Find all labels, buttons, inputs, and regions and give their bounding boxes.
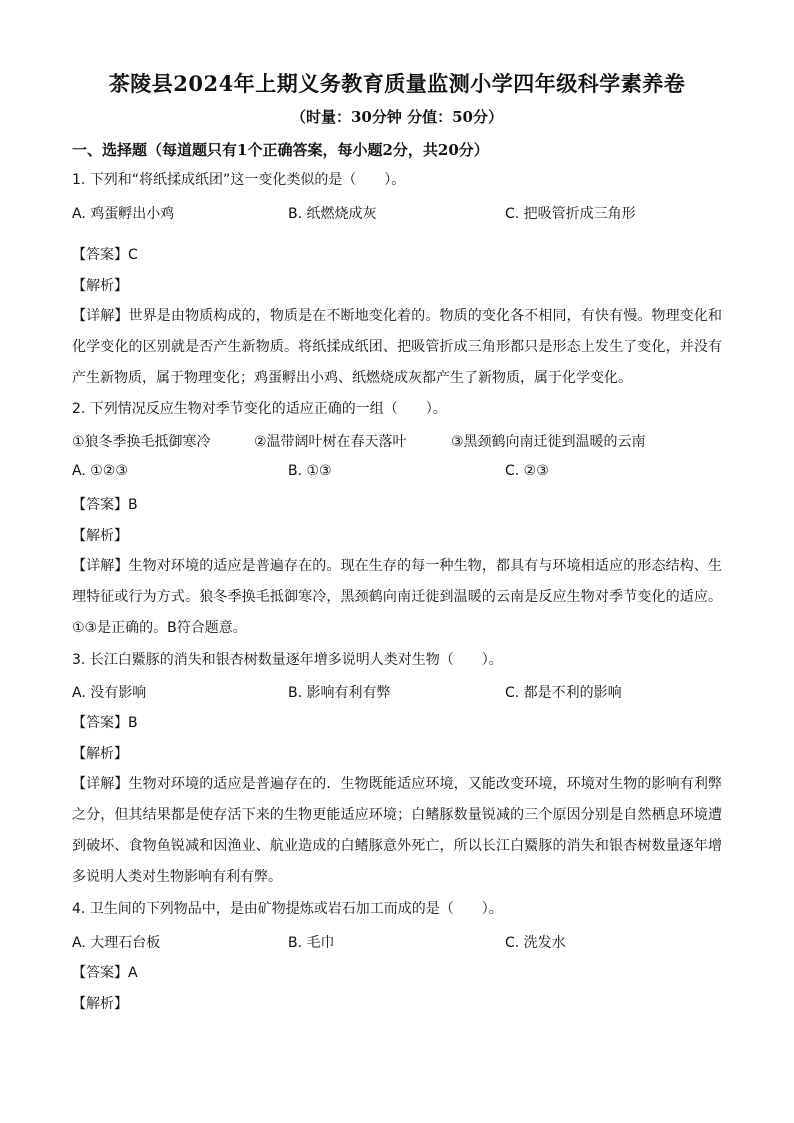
question-stem: 1. 下列和“将纸揉成纸团”这一变化类似的是（ ）。 — [72, 172, 406, 188]
page-title: 茶陵县2024年上期义务教育质量监测小学四年级科学素养卷 — [108, 71, 686, 96]
answer-label: 【答案】C — [72, 247, 138, 263]
question-stem: 2. 下列情况反应生物对季节变化的适应正确的一组（ ）。 — [72, 401, 447, 417]
option-a: A. ①②③ — [72, 463, 128, 479]
analysis-label: 【解析】 — [72, 996, 128, 1012]
exam-info: （时量：30分钟 分值：50分） — [291, 108, 503, 126]
option-c: C. 都是不利的影响 — [505, 685, 622, 701]
answer-label: 【答案】B — [72, 497, 138, 513]
option-c: C. ②③ — [505, 463, 549, 479]
detail-explanation: 【详解】世界是由物质构成的，物质是在不断地变化着的。物质的变化各不相同，有快有慢。物理变化和化学变化的区别就是否产生新物质。将纸揉成纸团、把吸管折成三角形都只是形态上发生了变化，并没有产生新物质，属于物理变化；鸡蛋孵出小鸡、纸燃烧成灰都产生了新物质，属于化学变化。 — [72, 308, 722, 386]
answer-label: 【答案】B — [72, 715, 138, 731]
option-b: B. ①③ — [288, 463, 332, 479]
section-heading: 一、选择题（每道题只有1个正确答案，每小题2分，共20分） — [72, 141, 489, 159]
option-b: B. 影响有利有弊 — [288, 685, 391, 701]
statement-1: ①狼冬季换毛抵御寒冷 — [72, 434, 211, 450]
option-a: A. 鸡蛋孵出小鸡 — [72, 206, 175, 222]
option-c: C. 把吸管折成三角形 — [505, 206, 636, 222]
question-stem: 3. 长江白鱀豚的消失和银杏树数量逐年增多说明人类对生物（ ）。 — [72, 652, 503, 668]
analysis-label: 【解析】 — [72, 746, 128, 762]
detail-explanation: 【详解】生物对环境的适应是普遍存在的．生物既能适应环境，又能改变环境，环境对生物的影响有利弊之分，但其结果都是使存活下来的生物更能适应环境；白鳍豚数量锐减的三个原因分别是自然栖息环境遭到破坏、食物鱼锐减和因渔业、航业造成的白鳍豚意外死亡，所以长江白鱀豚的消失和银杏树数量逐年增多说明人类对生物影响有利有弊。 — [72, 776, 722, 885]
option-b: B. 纸燃烧成灰 — [288, 206, 377, 222]
option-a: A. 大理石台板 — [72, 935, 161, 951]
analysis-label: 【解析】 — [72, 528, 128, 544]
option-a: A. 没有影响 — [72, 685, 147, 701]
statement-2: ②温带阔叶树在春天落叶 — [254, 434, 407, 450]
statement-3: ③黑颈鹤向南迁徙到温暖的云南 — [451, 434, 646, 450]
answer-label: 【答案】A — [72, 965, 138, 981]
option-c: C. 洗发水 — [505, 935, 566, 951]
analysis-label: 【解析】 — [72, 278, 128, 294]
detail-explanation: 【详解】生物对环境的适应是普遍存在的。现在生存的每一种生物，都具有与环境相适应的形态结构、生理特征或行为方式。狼冬季换毛抵御寒冷，黑颈鹤向南迁徙到温暖的云南是反应生物对季节变化的适应。①③是正确的。B符合题意。 — [72, 558, 722, 636]
option-b: B. 毛巾 — [288, 935, 335, 951]
question-stem: 4. 卫生间的下列物品中，是由矿物提炼或岩石加工而成的是（ ）。 — [72, 901, 503, 917]
